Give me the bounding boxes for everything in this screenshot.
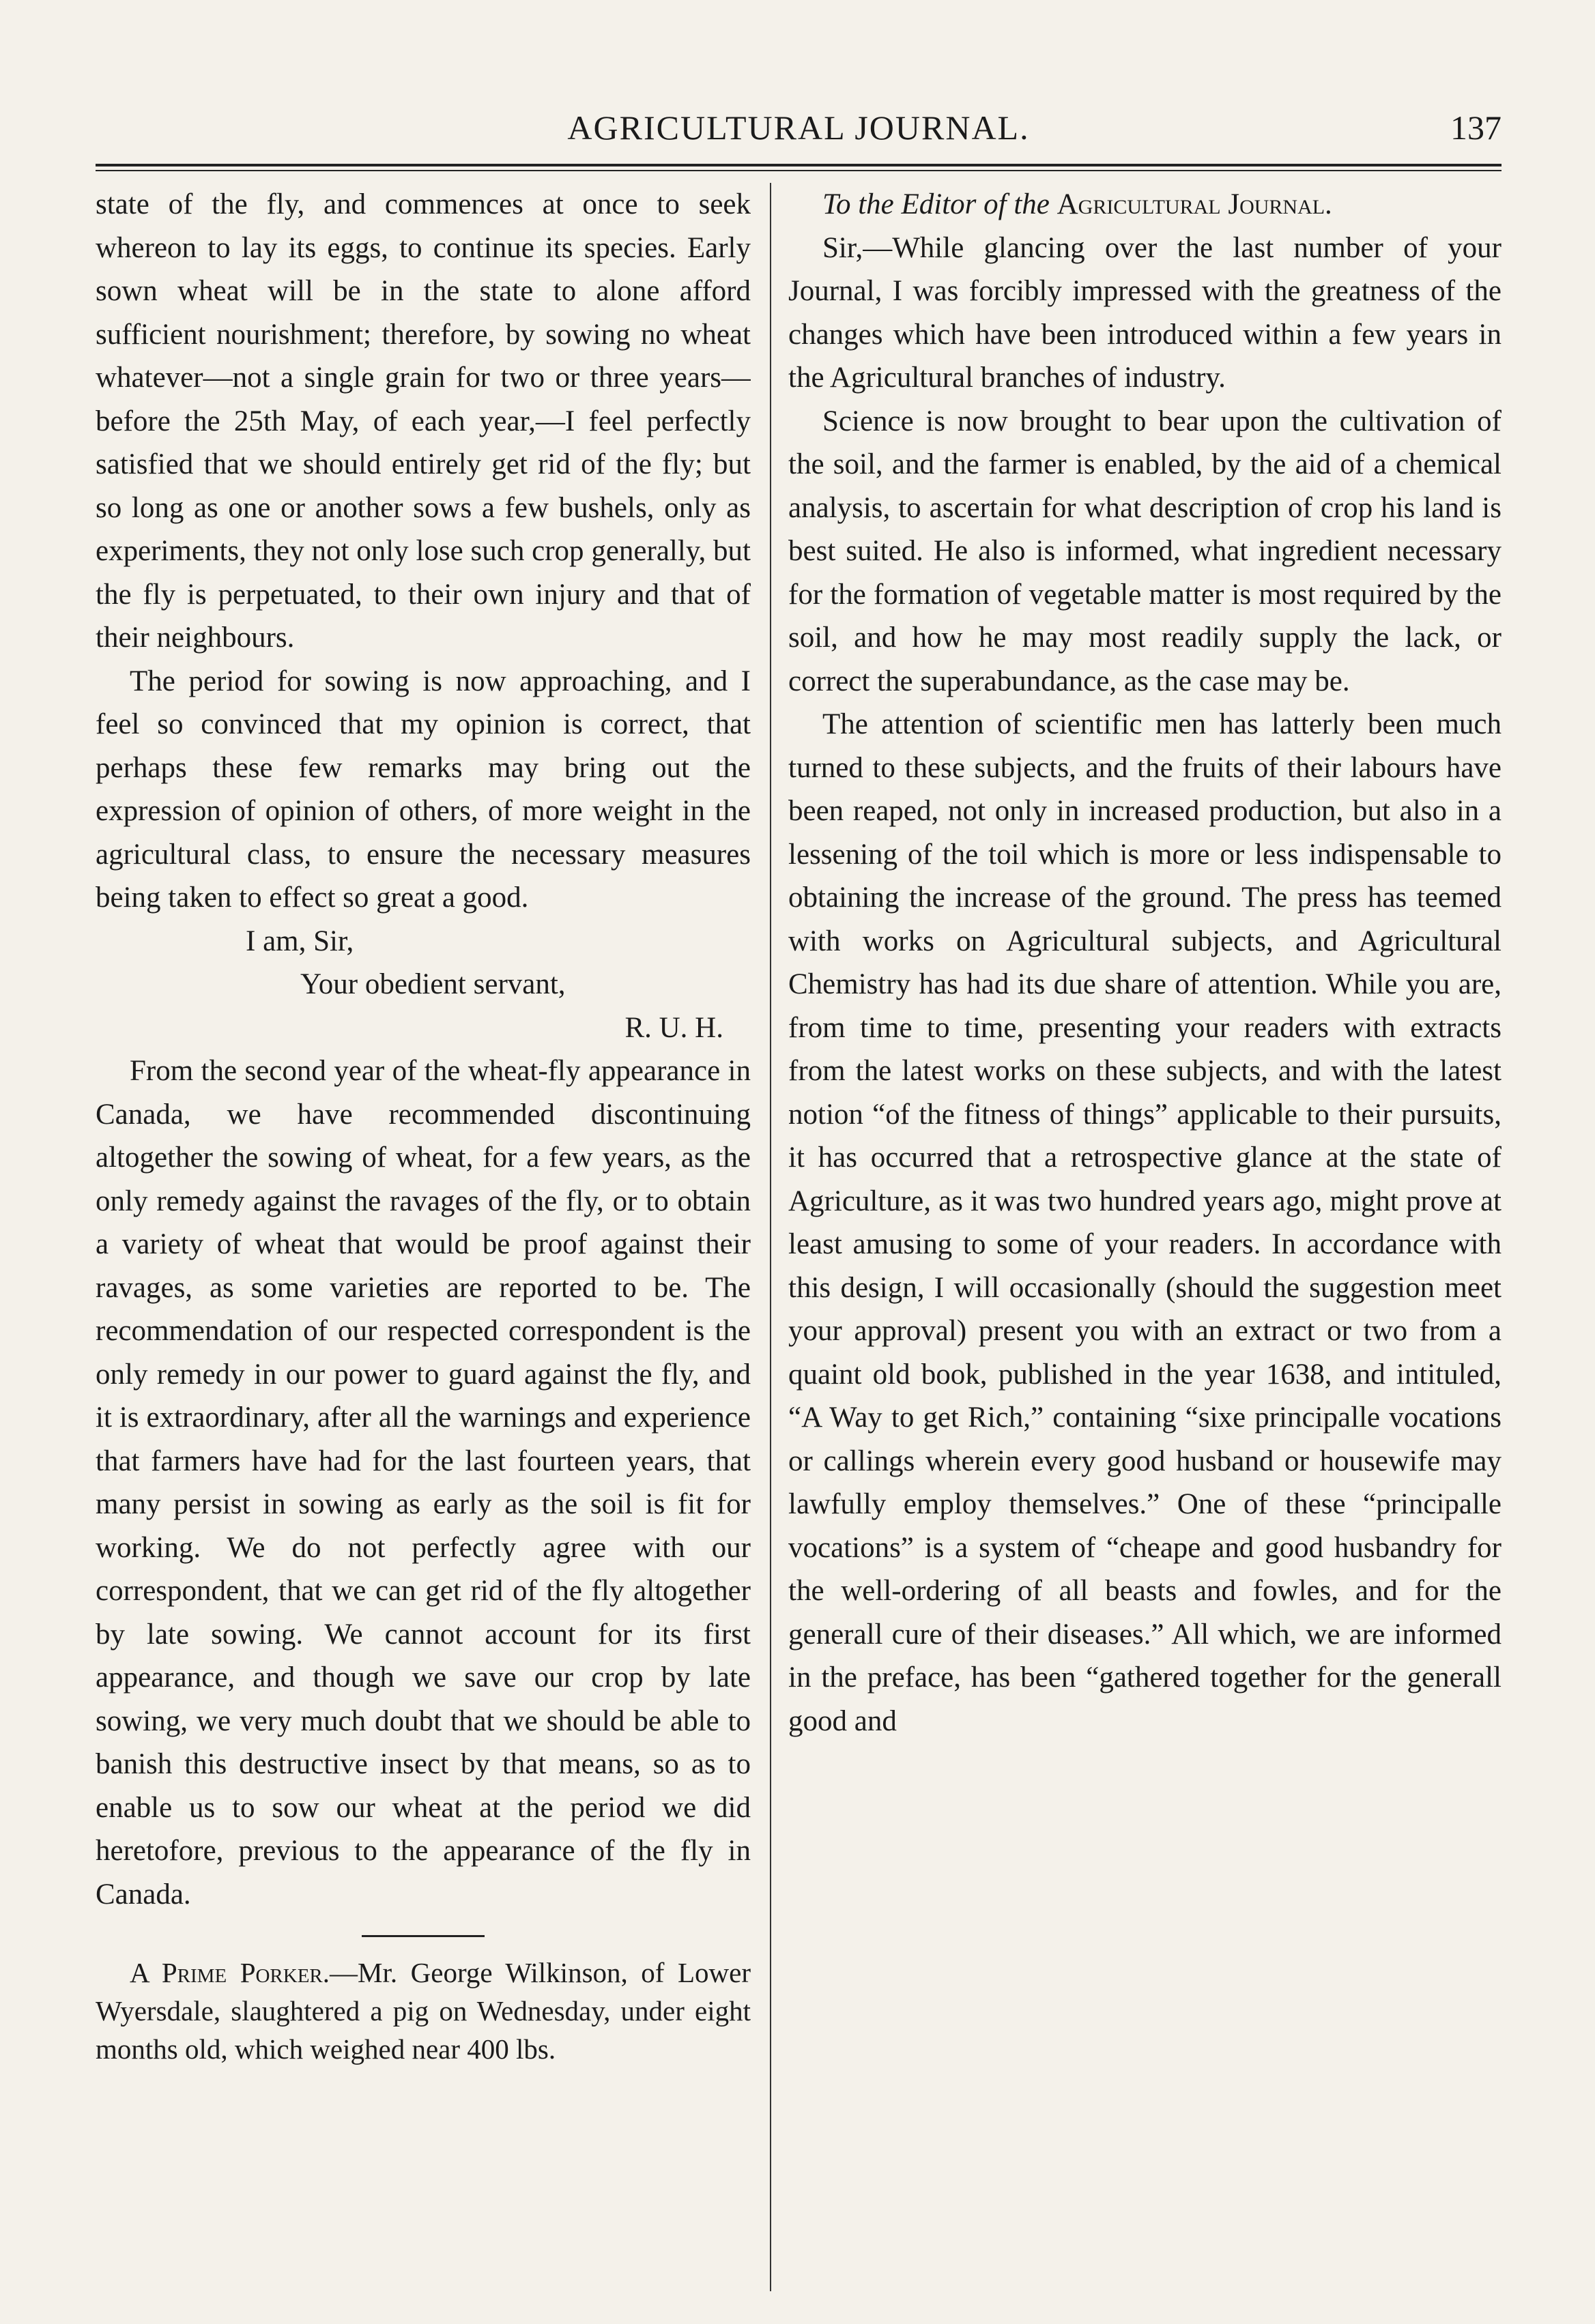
letter-closing-salutation: I am, Sir, (246, 925, 354, 957)
right-paragraph-1: Sir,—While glancing over the last number of your Journal, I was forcibly impressed with the greatness of the changes which have been introduced within a few years in the Agricultural branches of industry. (788, 231, 1501, 394)
right-column (788, 183, 1501, 2291)
note-heading: A Prime Porker. (130, 1957, 330, 1988)
header-rule (96, 164, 1501, 171)
left-column (96, 183, 751, 2291)
letter-closing-servant: Your obedient servant, (300, 968, 566, 1000)
left-paragraph-2: The period for sowing is now approaching, and I feel so convinced that my opinion is correct, that perhaps these few remarks may bring out the expression of opinion of others, of more weight in the agricultural class, to ensure the necessary measures being taken to effect so great a good. (96, 665, 751, 914)
letter-signature: R. U. H. (624, 1011, 723, 1044)
left-paragraph-1: state of the fly, and commences at once to seek whereon to lay its eggs, to continue its species. Early sown wheat will be in the state to alone afford sufficient nourishment; therefore, by sowing no wheat whatever—not a single grain for two or three years—before the 25th May, of each year,—I feel perfectly satisfied that we should entirely get rid of the fly; but so long as one or another sows a few bushels, only as experiments, they not only lose such crop generally, but the fly is perpetuated, to their own injury and that of their neighbours. (96, 188, 751, 654)
right-paragraph-3: The attention of scientific men has latterly been much turned to these subjects, and the fruits of their labours have been reaped, not only in increased production, but also in a lessening of the toil which is more or less indispensable to obtaining the increase of the ground. The press has teemed with works on Agricultural subjects, and Agricultural Chemistry has had its due share of attention. While you are, from time to time, presenting your readers with extracts from the latest works on these subjects, and with the latest notion “of the fitness of things” applicable to their pursuits, it has occurred that a retrospective glance at the state of Agriculture, as it was two hundred years ago, might prove at least amusing to some of your readers. In accordance with this design, I will occasionally (should the suggestion meet your approval) present you with an extract or two from a quaint old book, published in the year 1638, and intituled, “A Way to get Rich,” containing “sixe principalle vocations or callings wherein every good husband or housewife may lawfully employ themselves.” One of these “principalle vocations” is a system of “cheape and good husbandry for the well-ordering of all beasts and fowles, and for the generall cure of their diseases.” All which, we are informed in the preface, has been “gathered together for the generall good and (788, 708, 1501, 1737)
right-paragraph-2: Science is now brought to bear upon the cultivation of the soil, and the farmer is enabled, by the aid of a chemical analysis, to ascertain for what description of crop his land is best suited. He also is informed, what ingredient necessary for the formation of vegetable matter is most required by the soil, and how he may most readily supply the lack, or correct the superabundance, as the case may be. (788, 405, 1501, 697)
section-separator (362, 1935, 485, 1937)
running-title: AGRICULTURAL JOURNAL. (567, 108, 1030, 147)
note-text: —Mr. George Wilkinson, of Lower Wyersdale, slaughtered a pig on Wednesday, under eight months old, which weighed near 400 lbs. (96, 1957, 751, 2065)
editor-prefix: To the Editor of the (822, 188, 1050, 220)
page-header (96, 102, 1501, 157)
column-divider (770, 183, 771, 2291)
letter-address (788, 183, 1501, 227)
prime-porker-note (96, 1953, 751, 2068)
editorial-reply: From the second year of the wheat-fly appearance in Canada, we have recommended discontinuing altogether the sowing of wheat, for a few years, as the only remedy against the ravages of the fly, or to obtain a variety of wheat that would be proof against their ravages, as some varieties are reported to be. The recommendation of our respected correspondent is the only remedy in our power to guard against the fly, and it is extraordinary, after all the warnings and experience that farmers have had for the last fourteen years, that many persist in sowing as early as the soil is fit for working. We do not perfectly agree with our correspondent, that we can get rid of the fly altogether by late sowing. We cannot account for its first appearance, and though we save our crop by late sowing, we very much doubt that we should be able to banish this destructive insect by that means, so as to enable us to sow our wheat at the period we did heretofore, previous to the appearance of the fly in Canada. (96, 1055, 751, 1911)
journal-name: Agricultural Journal. (1057, 188, 1332, 220)
page-number: 137 (1450, 108, 1501, 147)
